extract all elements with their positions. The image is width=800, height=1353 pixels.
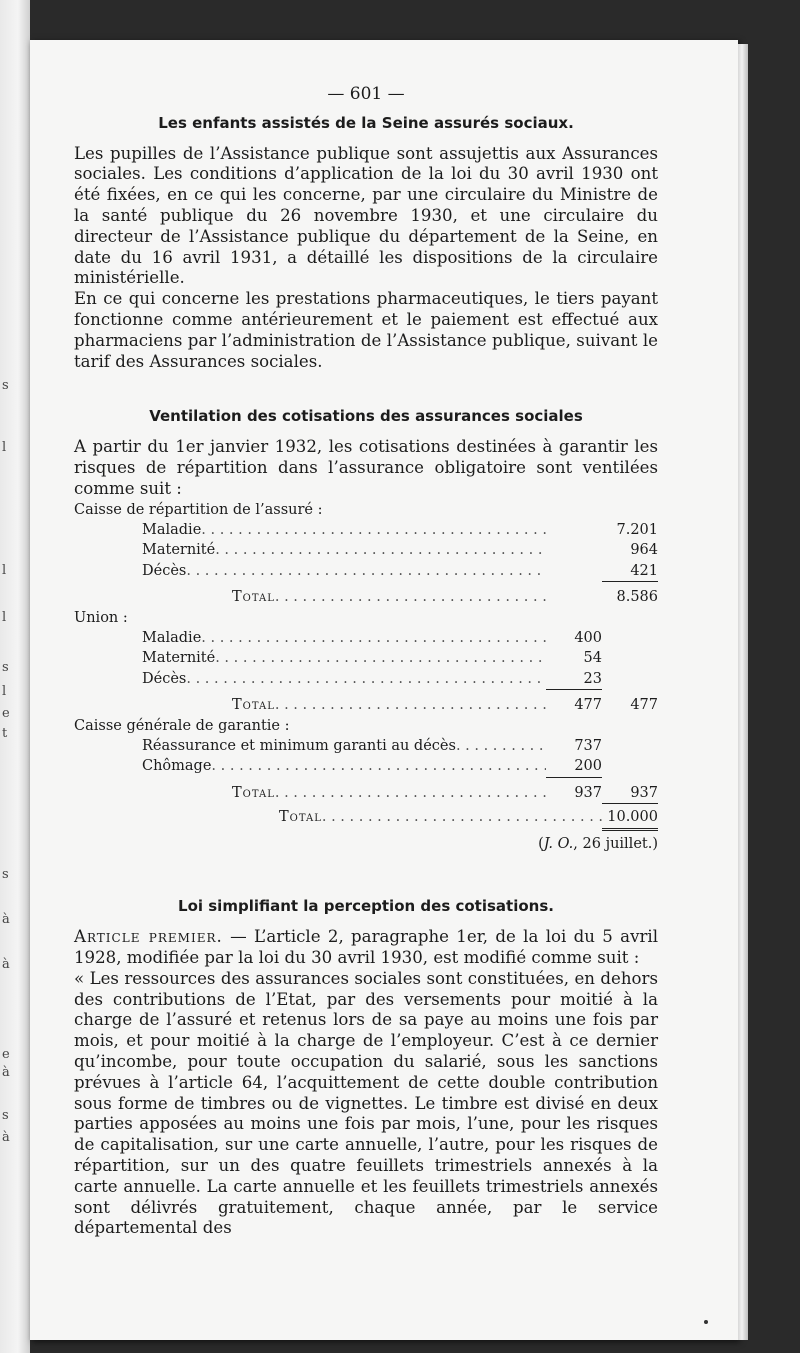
table-row: Décès . . . 23 bbox=[142, 669, 658, 690]
paragraph: « Les ressources des assurances sociales sont constituées, en dehors des contributions de l’Etat, par des versements pour moitié à la charge de l’assuré et retenus lors de sa paye au moins une fois par mois, et pour moitié à la charge de l’employeur. C’est à ce dernier qu’incombe, pour toute occupation du salarié, sous les sanctions prévues à l’article 64, l’acquittement de cette double contribution sous forme de timbres ou de vignettes. Le timbre est divisé en deux parties apposées au moins une fois par mois, l’une, pour les risques de capitalisation, sur une carte annuelle, l’autre, pour les risques de répartition, sur un des quatre feuillets trimestriels annexés à la carte annuelle. La carte annuelle et les feuillets trimestriels annexés sont délivrés gratuitement, chaque année, par le service départemental des bbox=[74, 968, 658, 1238]
caisse-repartition-label: Caisse de répartition de l’assuré : bbox=[74, 501, 323, 518]
caisse-garantie-label: Caisse générale de garantie : bbox=[74, 717, 290, 734]
margin-fragment: à bbox=[2, 912, 10, 927]
margin-fragment: t bbox=[2, 726, 8, 741]
document-page bbox=[30, 40, 738, 1340]
table-row: Maladie . . . 400 bbox=[142, 628, 658, 649]
margin-fragment: à bbox=[2, 1130, 10, 1145]
source-citation: (J. O., 26 juillet.) bbox=[538, 835, 658, 852]
section-title-ventilation: Ventilation des cotisations des assurances sociales bbox=[149, 407, 583, 426]
margin-fragment: s bbox=[2, 1108, 9, 1123]
total-row: Total . . . 477 477 bbox=[142, 695, 658, 716]
table-row: Maladie . . . 7.201 bbox=[142, 520, 658, 541]
section-title-enfants-assistes: Les enfants assistés de la Seine assurés sociaux. bbox=[158, 113, 574, 132]
grand-total-row: Total . . . 10.000 bbox=[142, 807, 658, 828]
page-content bbox=[74, 84, 658, 1239]
ink-speck bbox=[704, 1320, 708, 1324]
page-number: — 601 — bbox=[327, 84, 405, 104]
margin-fragment: l bbox=[2, 610, 7, 625]
table-row: Maternité . . . 54 bbox=[142, 648, 658, 669]
margin-fragment: à bbox=[2, 957, 10, 972]
paragraph: Les pupilles de l’Assistance publique sont assujettis aux Assurances sociales. Les conditions d’application de la loi du 30 avril 1930 ont été fixées, en ce qui les concerne, par une circulaire du Ministre de la santé publique du 26 novembre 1930, et une circulaire du directeur de l’Assistance publique du département de la Seine, en date du 16 avril 1931, a détaillé les dispositions de la circulaire ministérielle. bbox=[74, 143, 658, 288]
union-label: Union : bbox=[74, 609, 128, 626]
margin-fragment: s bbox=[2, 660, 9, 675]
total-row: Total . . . 8.586 bbox=[142, 587, 658, 608]
margin-fragment: l bbox=[2, 684, 7, 699]
adjacent-page-edge bbox=[0, 0, 30, 1353]
caisse-repartition-table bbox=[74, 520, 658, 608]
margin-fragment: l bbox=[2, 440, 7, 455]
table-row: Décès . . . 421 bbox=[142, 561, 658, 582]
table-row: Chômage . . . 200 bbox=[142, 756, 658, 777]
margin-fragment: e bbox=[2, 706, 10, 721]
margin-fragment: s bbox=[2, 378, 9, 393]
margin-fragment: l bbox=[2, 563, 7, 578]
page-stack-edge bbox=[738, 44, 748, 1340]
table-row: Réassurance et minimum garanti au décès . . . 737 bbox=[142, 736, 658, 757]
paragraph: En ce qui concerne les prestations pharmaceutiques, le tiers payant fonctionne comme antérieurement et le paiement est effectué aux pharmaciens par l’administration de l’Assistance publique, suivant le tarif des Assurances sociales. bbox=[74, 289, 658, 371]
total-row: Total . . . 937 937 bbox=[142, 783, 658, 804]
margin-fragment: e bbox=[2, 1047, 10, 1062]
union-table bbox=[74, 628, 658, 716]
paragraph: Article premier. — L’article 2, paragraphe 1er, de la loi du 5 avril 1928, modifiée par la loi du 30 avril 1930, est modifié comme suit : bbox=[74, 927, 658, 967]
paragraph: A partir du 1er janvier 1932, les cotisations destinées à garantir les risques de répartition dans l’assurance obligatoire sont ventilées comme suit : bbox=[74, 437, 658, 498]
section-title-loi-simplifiant: Loi simplifiant la perception des cotisations. bbox=[178, 897, 554, 916]
caisse-garantie-table bbox=[74, 736, 658, 828]
margin-fragment: s bbox=[2, 867, 9, 882]
margin-fragment: à bbox=[2, 1065, 10, 1080]
table-row: Maternité . . . 964 bbox=[142, 540, 658, 561]
